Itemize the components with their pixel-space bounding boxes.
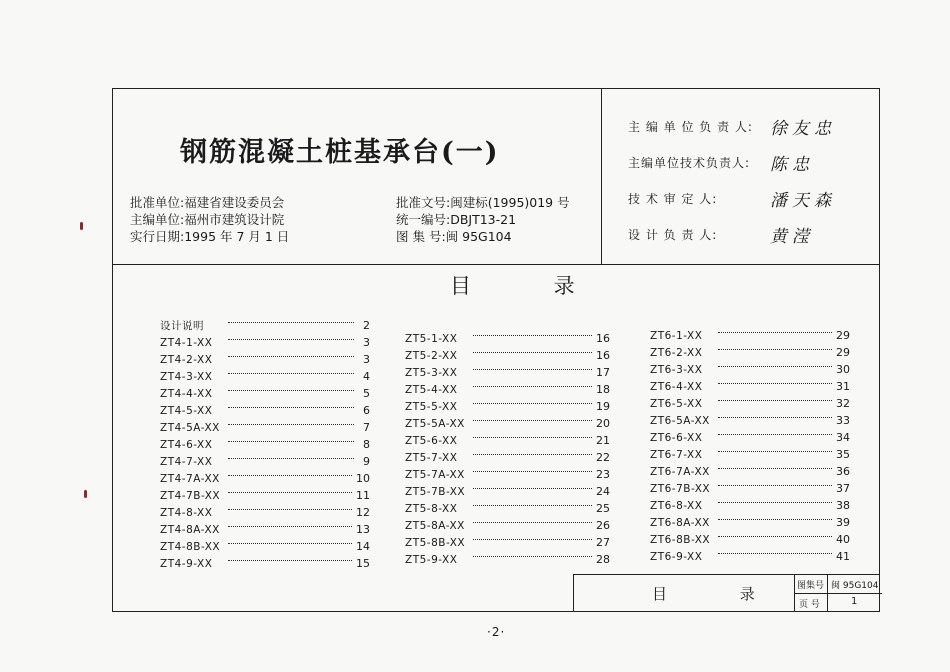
editor-unit: 主编单位:福州市建筑设计院 bbox=[130, 212, 285, 227]
toc-entry-code: ZT5-1-XX bbox=[405, 332, 458, 345]
leader-dots bbox=[718, 366, 832, 367]
leader-dots bbox=[718, 417, 832, 418]
toc-entry bbox=[160, 504, 370, 521]
toc-entry-code: ZT5-2-XX bbox=[405, 349, 458, 362]
toc-entry-page: 26 bbox=[596, 519, 610, 532]
leader-dots bbox=[473, 471, 592, 472]
toc-entry-page: 3 bbox=[363, 336, 370, 349]
signer-row bbox=[628, 108, 836, 144]
toc-entry bbox=[160, 521, 370, 538]
toc-entry bbox=[160, 385, 370, 402]
signature: 黄滢 bbox=[770, 226, 814, 247]
signer-divider bbox=[601, 88, 602, 264]
toc-entry bbox=[160, 453, 370, 470]
approval-mid bbox=[396, 194, 570, 245]
toc-entry bbox=[405, 466, 610, 483]
toc-entry-page: 35 bbox=[836, 448, 850, 461]
toc-entry bbox=[160, 419, 370, 436]
toc-entry-code: ZT6-7A-XX bbox=[650, 465, 710, 478]
toc-entry-page: 19 bbox=[596, 400, 610, 413]
title-block-grid bbox=[794, 575, 882, 611]
toc-entry-code: ZT4-8A-XX bbox=[160, 523, 220, 536]
toc-entry-code: ZT5-3-XX bbox=[405, 366, 458, 379]
toc-entry-page: 16 bbox=[596, 332, 610, 345]
toc-entry-page: 13 bbox=[356, 523, 370, 536]
leader-dots bbox=[718, 502, 832, 503]
toc-entry-page: 40 bbox=[836, 533, 850, 546]
toc-entry-code: ZT5-8A-XX bbox=[405, 519, 465, 532]
page-value: 1 bbox=[851, 596, 858, 607]
leader-dots bbox=[228, 560, 352, 561]
toc-entry-page: 29 bbox=[836, 346, 850, 359]
atlas-label: 图集号 bbox=[797, 581, 825, 591]
toc-entry-code: ZT5-4-XX bbox=[405, 383, 458, 396]
header-divider bbox=[112, 264, 880, 265]
leader-dots bbox=[228, 356, 354, 357]
toc-entry-code: ZT6-7B-XX bbox=[650, 482, 711, 495]
approver-unit: 批准单位:福建省建设委员会 bbox=[130, 195, 285, 210]
toc-entry-code: ZT4-7B-XX bbox=[160, 489, 221, 502]
toc-entry bbox=[650, 327, 850, 344]
toc-entry bbox=[650, 344, 850, 361]
toc-entry-code: ZT6-4-XX bbox=[650, 380, 703, 393]
toc-entry bbox=[650, 412, 850, 429]
toc-entry-code: ZT4-7-XX bbox=[160, 455, 213, 468]
unified-no: 统一编号:DBJT13-21 bbox=[396, 212, 517, 227]
leader-dots bbox=[718, 349, 832, 350]
toc-entry-page: 18 bbox=[596, 383, 610, 396]
toc-entry-page: 8 bbox=[363, 438, 370, 451]
leader-dots bbox=[473, 403, 592, 404]
toc-entry-page: 21 bbox=[596, 434, 610, 447]
toc-entry bbox=[160, 555, 370, 572]
toc-entry-page: 9 bbox=[363, 455, 370, 468]
leader-dots bbox=[473, 352, 592, 353]
leader-dots bbox=[718, 434, 832, 435]
leader-dots bbox=[228, 390, 354, 391]
toc-entry-page: 34 bbox=[836, 431, 850, 444]
toc-entry-code: ZT4-3-XX bbox=[160, 370, 213, 383]
toc-entry-page: 41 bbox=[836, 550, 850, 563]
toc-entry bbox=[650, 480, 850, 497]
leader-dots bbox=[228, 543, 352, 544]
toc-entry-page: 27 bbox=[596, 536, 610, 549]
toc-entry-code: ZT5-9-XX bbox=[405, 553, 458, 566]
toc-entry bbox=[405, 415, 610, 432]
toc-entry bbox=[650, 429, 850, 446]
toc-entry bbox=[160, 436, 370, 453]
toc-entry-page: 14 bbox=[356, 540, 370, 553]
leader-dots bbox=[473, 505, 592, 506]
toc-entry-page: 16 bbox=[596, 349, 610, 362]
toc-entry bbox=[405, 534, 610, 551]
page-number: ·2· bbox=[487, 625, 506, 639]
document-title: 钢筋混凝土桩基承台(一) bbox=[180, 137, 500, 168]
toc-entry-page: 3 bbox=[363, 353, 370, 366]
effective-date: 实行日期:1995 年 7 月 1 日 bbox=[130, 229, 290, 244]
toc-entry bbox=[160, 470, 370, 487]
leader-dots bbox=[228, 509, 352, 510]
toc-entry-page: 33 bbox=[836, 414, 850, 427]
toc-entry-code: ZT5-7A-XX bbox=[405, 468, 465, 481]
leader-dots bbox=[718, 553, 832, 554]
leader-dots bbox=[228, 322, 354, 323]
atlas-value: 闽 95G104 bbox=[831, 581, 879, 591]
signer-row bbox=[628, 216, 836, 252]
signer-role: 主 编 单 位 负 责 人: bbox=[628, 119, 753, 134]
leader-dots bbox=[473, 556, 592, 557]
toc-column-3 bbox=[650, 327, 850, 565]
toc-entry-page: 6 bbox=[363, 404, 370, 417]
toc-entry-code: ZT4-5-XX bbox=[160, 404, 213, 417]
leader-dots bbox=[228, 475, 352, 476]
signer-role: 技 术 审 定 人: bbox=[628, 191, 718, 206]
toc-entry-page: 24 bbox=[596, 485, 610, 498]
toc-entry-page: 36 bbox=[836, 465, 850, 478]
toc-entry bbox=[650, 463, 850, 480]
approval-doc-no: 批准文号:闽建标(1995)019 号 bbox=[396, 195, 570, 210]
toc-entry-code: ZT4-4-XX bbox=[160, 387, 213, 400]
toc-entry-code: ZT4-5A-XX bbox=[160, 421, 220, 434]
approval-left bbox=[130, 194, 289, 245]
toc-entry-code: ZT6-5-XX bbox=[650, 397, 703, 410]
toc-entry bbox=[160, 334, 370, 351]
title-block-label: 目 录 bbox=[652, 585, 789, 603]
signer-role: 设 计 负 责 人: bbox=[628, 227, 718, 242]
toc-heading: 目 录 bbox=[450, 274, 613, 298]
toc-entry bbox=[160, 317, 370, 334]
toc-entry-page: 10 bbox=[356, 472, 370, 485]
toc-entry-page: 29 bbox=[836, 329, 850, 342]
toc-entry-code: ZT5-8-XX bbox=[405, 502, 458, 515]
signer-block bbox=[628, 108, 836, 252]
leader-dots bbox=[228, 441, 354, 442]
toc-column-2 bbox=[405, 330, 610, 568]
toc-entry-code: ZT5-7B-XX bbox=[405, 485, 466, 498]
leader-dots bbox=[473, 420, 592, 421]
leader-dots bbox=[228, 339, 354, 340]
toc-entry-code: ZT4-8-XX bbox=[160, 506, 213, 519]
toc-entry bbox=[405, 517, 610, 534]
toc-entry-code: ZT6-2-XX bbox=[650, 346, 703, 359]
toc-entry-page: 25 bbox=[596, 502, 610, 515]
toc-entry-page: 2 bbox=[363, 319, 370, 332]
toc-entry-code: ZT6-7-XX bbox=[650, 448, 703, 461]
leader-dots bbox=[228, 458, 354, 459]
toc-entry-page: 12 bbox=[356, 506, 370, 519]
leader-dots bbox=[473, 454, 592, 455]
toc-entry-page: 20 bbox=[596, 417, 610, 430]
leader-dots bbox=[473, 488, 592, 489]
toc-entry-code: ZT4-7A-XX bbox=[160, 472, 220, 485]
toc-entry-code: ZT4-8B-XX bbox=[160, 540, 221, 553]
toc-entry bbox=[650, 395, 850, 412]
toc-entry bbox=[405, 432, 610, 449]
toc-entry-page: 31 bbox=[836, 380, 850, 393]
toc-entry-code: ZT4-1-XX bbox=[160, 336, 213, 349]
toc-entry-page: 4 bbox=[363, 370, 370, 383]
toc-entry bbox=[405, 347, 610, 364]
page-label: 页 号 bbox=[799, 600, 820, 610]
toc-entry-code: ZT6-8B-XX bbox=[650, 533, 711, 546]
toc-entry bbox=[405, 381, 610, 398]
toc-entry-page: 28 bbox=[596, 553, 610, 566]
toc-entry bbox=[650, 531, 850, 548]
toc-entry bbox=[405, 551, 610, 568]
leader-dots bbox=[228, 526, 352, 527]
toc-entry-code: ZT6-8-XX bbox=[650, 499, 703, 512]
toc-entry bbox=[160, 351, 370, 368]
toc-entry-code: ZT5-5-XX bbox=[405, 400, 458, 413]
toc-entry bbox=[650, 548, 850, 565]
scan-mark bbox=[84, 490, 87, 498]
leader-dots bbox=[718, 400, 832, 401]
toc-entry-code: ZT6-5A-XX bbox=[650, 414, 710, 427]
toc-entry bbox=[650, 497, 850, 514]
toc-entry bbox=[405, 483, 610, 500]
toc-entry bbox=[160, 402, 370, 419]
toc-entry-code: ZT6-9-XX bbox=[650, 550, 703, 563]
toc-entry bbox=[650, 514, 850, 531]
signature: 陈忠 bbox=[770, 154, 814, 175]
title-block bbox=[573, 574, 880, 612]
toc-entry bbox=[160, 487, 370, 504]
leader-dots bbox=[718, 485, 832, 486]
toc-entry-page: 23 bbox=[596, 468, 610, 481]
signature: 徐友忠 bbox=[770, 118, 836, 139]
toc-column-1 bbox=[160, 317, 370, 572]
leader-dots bbox=[228, 492, 352, 493]
toc-entry-code: ZT6-3-XX bbox=[650, 363, 703, 376]
toc-entry-page: 5 bbox=[363, 387, 370, 400]
leader-dots bbox=[718, 468, 832, 469]
toc-entry bbox=[160, 368, 370, 385]
leader-dots bbox=[718, 536, 832, 537]
leader-dots bbox=[718, 383, 832, 384]
toc-entry-code: 设计说明 bbox=[160, 320, 204, 332]
toc-entry-code: ZT6-1-XX bbox=[650, 329, 703, 342]
leader-dots bbox=[473, 437, 592, 438]
toc-entry-code: ZT6-6-XX bbox=[650, 431, 703, 444]
signature: 潘天森 bbox=[770, 190, 836, 211]
toc-entry bbox=[405, 364, 610, 381]
toc-entry-page: 30 bbox=[836, 363, 850, 376]
toc-entry-page: 15 bbox=[356, 557, 370, 570]
toc-entry-page: 7 bbox=[363, 421, 370, 434]
toc-entry-code: ZT4-2-XX bbox=[160, 353, 213, 366]
leader-dots bbox=[718, 519, 832, 520]
toc-entry bbox=[405, 330, 610, 347]
toc-entry-page: 22 bbox=[596, 451, 610, 464]
toc-entry-code: ZT5-7-XX bbox=[405, 451, 458, 464]
toc-entry bbox=[405, 500, 610, 517]
toc-entry bbox=[405, 398, 610, 415]
signer-role: 主编单位技术负责人: bbox=[628, 155, 751, 170]
toc-entry-page: 38 bbox=[836, 499, 850, 512]
toc-entry-code: ZT5-8B-XX bbox=[405, 536, 466, 549]
signer-row bbox=[628, 180, 836, 216]
toc-entry-page: 32 bbox=[836, 397, 850, 410]
toc-entry-page: 11 bbox=[356, 489, 370, 502]
toc-entry-page: 37 bbox=[836, 482, 850, 495]
leader-dots bbox=[473, 522, 592, 523]
leader-dots bbox=[473, 369, 592, 370]
leader-dots bbox=[718, 332, 832, 333]
toc-entry bbox=[650, 446, 850, 463]
toc-entry bbox=[650, 378, 850, 395]
grid-line bbox=[795, 593, 882, 594]
toc-entry-code: ZT4-9-XX bbox=[160, 557, 213, 570]
leader-dots bbox=[718, 451, 832, 452]
grid-line bbox=[827, 575, 828, 611]
toc-entry bbox=[650, 361, 850, 378]
leader-dots bbox=[473, 539, 592, 540]
toc-entry bbox=[405, 449, 610, 466]
leader-dots bbox=[228, 424, 354, 425]
atlas-no: 图 集 号:闽 95G104 bbox=[396, 229, 512, 244]
leader-dots bbox=[473, 386, 592, 387]
toc-entry-code: ZT5-6-XX bbox=[405, 434, 458, 447]
toc-entry-page: 39 bbox=[836, 516, 850, 529]
toc-entry-code: ZT5-5A-XX bbox=[405, 417, 465, 430]
toc-entry-code: ZT4-6-XX bbox=[160, 438, 213, 451]
toc-entry bbox=[160, 538, 370, 555]
toc-entry-code: ZT6-8A-XX bbox=[650, 516, 710, 529]
leader-dots bbox=[473, 335, 592, 336]
toc-entry-page: 17 bbox=[596, 366, 610, 379]
signer-row bbox=[628, 144, 836, 180]
leader-dots bbox=[228, 373, 354, 374]
leader-dots bbox=[228, 407, 354, 408]
scan-mark bbox=[80, 222, 83, 230]
